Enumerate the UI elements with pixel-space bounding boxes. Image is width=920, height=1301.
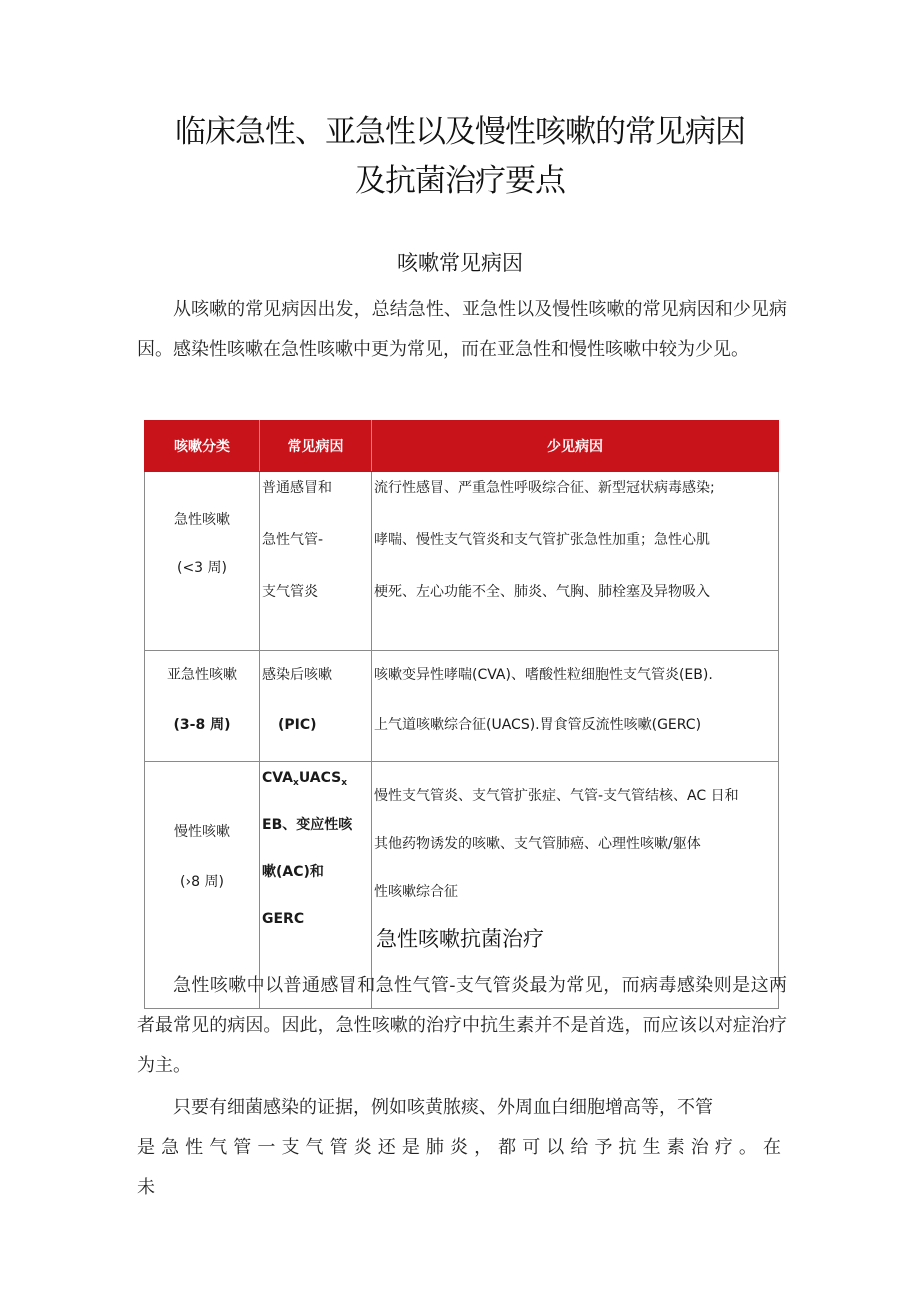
common-cause-line: 支气管炎: [262, 584, 318, 600]
document-title: [100, 108, 820, 206]
cough-causes-table: [144, 420, 779, 1009]
rare-cause-line: 上气道咳嗽综合征(UACS).胃食管反流性咳嗽(GERC): [374, 717, 702, 733]
common-cause-cell-subacute: [260, 651, 372, 762]
category-label: 慢性咳嗽: [174, 824, 230, 840]
rare-cause-line: 流行性感冒、严重急性呼吸综合征、新型冠状病毒感染;: [374, 480, 715, 496]
common-cause-cell-acute: [260, 472, 372, 651]
rare-cause-line: 慢性支气管炎、支气管扩张症、气管-支气管结核、AC 日和: [374, 788, 739, 804]
subscript: x: [293, 778, 299, 788]
category-cell-acute: [145, 472, 260, 651]
category-duration: (<3 周): [176, 560, 227, 576]
paragraph-line: 只要有细菌感染的证据，例如咳黄脓痰、外周血白细胞增高等，不管: [173, 1097, 713, 1118]
common-cause-line: 嗽(AC)和: [262, 864, 324, 880]
category-duration: (›8 周): [180, 874, 224, 890]
header-category: 咳嗽分类: [145, 421, 260, 472]
abbr-cva: CVA: [262, 770, 293, 786]
rare-cause-line: 梗死、左心功能不全、肺炎、气胸、肺栓塞及异物吸入: [374, 584, 710, 600]
section-heading-causes: 咳嗽常见病因: [397, 251, 523, 275]
table-row-acute: [145, 472, 779, 651]
common-cause-line: 感染后咳嗽: [262, 667, 332, 683]
common-cause-line: GERC: [262, 911, 305, 927]
category-duration: (3-8 周): [173, 717, 231, 733]
paragraph-line: 是急性气管一支气管炎还是肺炎，都可以给予抗生素治疗。在未: [137, 1137, 787, 1198]
common-cause-line: [262, 764, 371, 811]
header-common-causes: 常见病因: [260, 421, 372, 472]
rare-cause-line: 哮喘、慢性支气管炎和支气管扩张急性加重；急性心肌: [374, 532, 710, 548]
common-cause-line: 普通感冒和: [262, 480, 332, 496]
category-cell-subacute: [145, 651, 260, 762]
table-row-subacute: [145, 651, 779, 762]
section-heading-antibiotic: 急性咳嗽抗菌治疗: [376, 927, 544, 951]
category-label: 亚急性咳嗽: [167, 667, 237, 683]
header-rare-causes: 少见病因: [372, 421, 779, 472]
category-label: 急性咳嗽: [174, 512, 230, 528]
common-cause-line: EB、变应性咳: [262, 817, 353, 833]
common-cause-line: 急性气管-: [262, 532, 324, 548]
table-header-row: [145, 421, 779, 472]
abbr-uacs: UACS: [298, 770, 342, 786]
common-cause-line: (PIC): [278, 717, 317, 733]
title-line-2: 及抗菌治疗要点: [355, 163, 565, 199]
rare-cause-cell-subacute: [372, 651, 779, 762]
intro-paragraph: 从咳嗽的常见病因出发，总结急性、亚急性以及慢性咳嗽的常见病因和少见病因。感染性咳嗽在急性咳嗽中更为常见，而在亚急性和慢性咳嗽中较为少见。: [137, 299, 787, 360]
antibiotic-paragraph-1: 急性咳嗽中以普通感冒和急性气管-支气管炎最为常见，而病毒感染则是这两者最常见的病因。因此，急性咳嗽的治疗中抗生素并不是首选，而应该以对症治疗为主。: [137, 975, 787, 1076]
rare-cause-line: 咳嗽变异性哮喘(CVA)、嗜酸性粒细胞性支气管炎(EB).: [374, 667, 713, 683]
rare-cause-line: 其他药物诱发的咳嗽、支气管肺癌、心理性咳嗽/躯体: [374, 836, 701, 852]
antibiotic-paragraph-2: [137, 1088, 787, 1208]
rare-cause-cell-acute: [372, 472, 779, 651]
title-line-1: 临床急性、亚急性以及慢性咳嗽的常见病因: [175, 114, 745, 150]
subscript: x: [341, 778, 348, 788]
rare-cause-line: 性咳嗽综合征: [374, 884, 458, 900]
